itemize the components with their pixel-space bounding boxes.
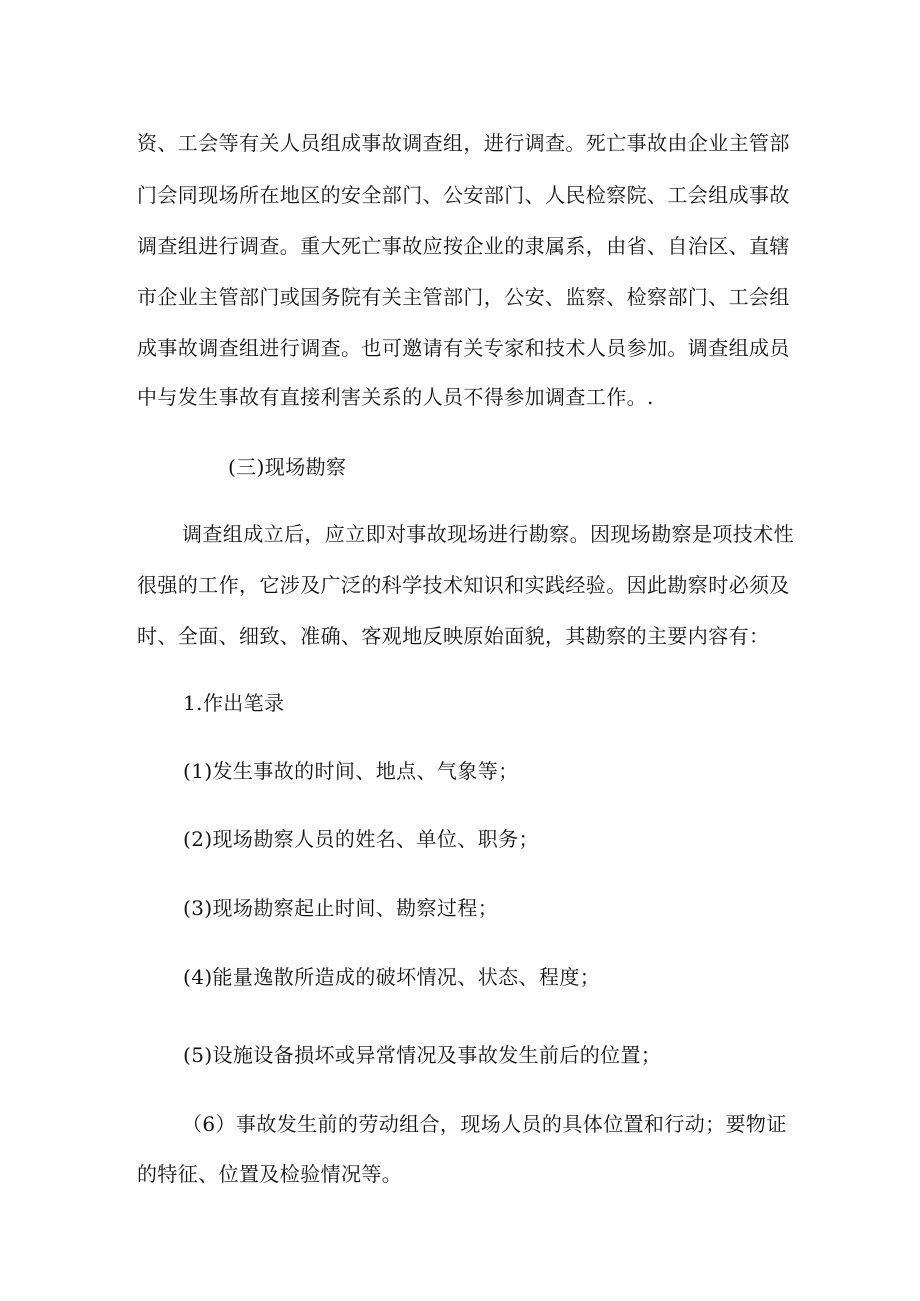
paragraph-line: 门会同现场所在地区的安全部门、公安部门、人民检察院、工会组成事故 bbox=[137, 183, 790, 207]
list-item: (4)能量逸散所造成的破坏情况、状态、程度； bbox=[183, 965, 601, 989]
paragraph-line: 调查组成立后，应立即对事故现场进行勘察。因现场勘察是项技术性 bbox=[182, 522, 794, 546]
paragraph-line: 资、工会等有关人员组成事故调查组，进行调查。死亡事故由企业主管部 bbox=[137, 131, 790, 155]
paragraph-line: （6）事故发生前的劳动组合，现场人员的具体位置和行动；要物证 bbox=[182, 1112, 787, 1136]
list-item: (2)现场勘察人员的姓名、单位、职务； bbox=[183, 827, 539, 851]
paragraph-line: 中与发生事故有直接利害关系的人员不得参加调查工作。. bbox=[137, 385, 654, 409]
list-item: (3)现场勘察起止时间、勘察过程； bbox=[183, 896, 499, 920]
list-item: (5)设施设备损坏或异常情况及事故发生前后的位置； bbox=[183, 1043, 662, 1067]
section-heading: (三)现场勘察 bbox=[228, 455, 347, 479]
paragraph-line: 时、全面、细致、准确、客观地反映原始面貌，其勘察的主要内容有： bbox=[137, 624, 770, 648]
paragraph-line: 市企业主管部门或国务院有关主管部门，公安、监察、检察部门、工会组 bbox=[137, 285, 790, 309]
subheading-record: 1.作出笔录 bbox=[183, 691, 285, 715]
paragraph-line: 调查组进行调查。重大死亡事故应按企业的隶属系，由省、自治区、直辖 bbox=[137, 234, 790, 258]
paragraph-line: 很强的工作，它涉及广泛的科学技术知识和实践经验。因此勘察时必须及 bbox=[137, 573, 790, 597]
list-item: (1)发生事故的时间、地点、气象等； bbox=[183, 759, 519, 783]
paragraph-line: 成事故调查组进行调查。也可邀请有关专家和技术人员参加。调查组成员 bbox=[137, 336, 790, 360]
paragraph-line: 的特征、位置及检验情况等。 bbox=[137, 1162, 403, 1186]
